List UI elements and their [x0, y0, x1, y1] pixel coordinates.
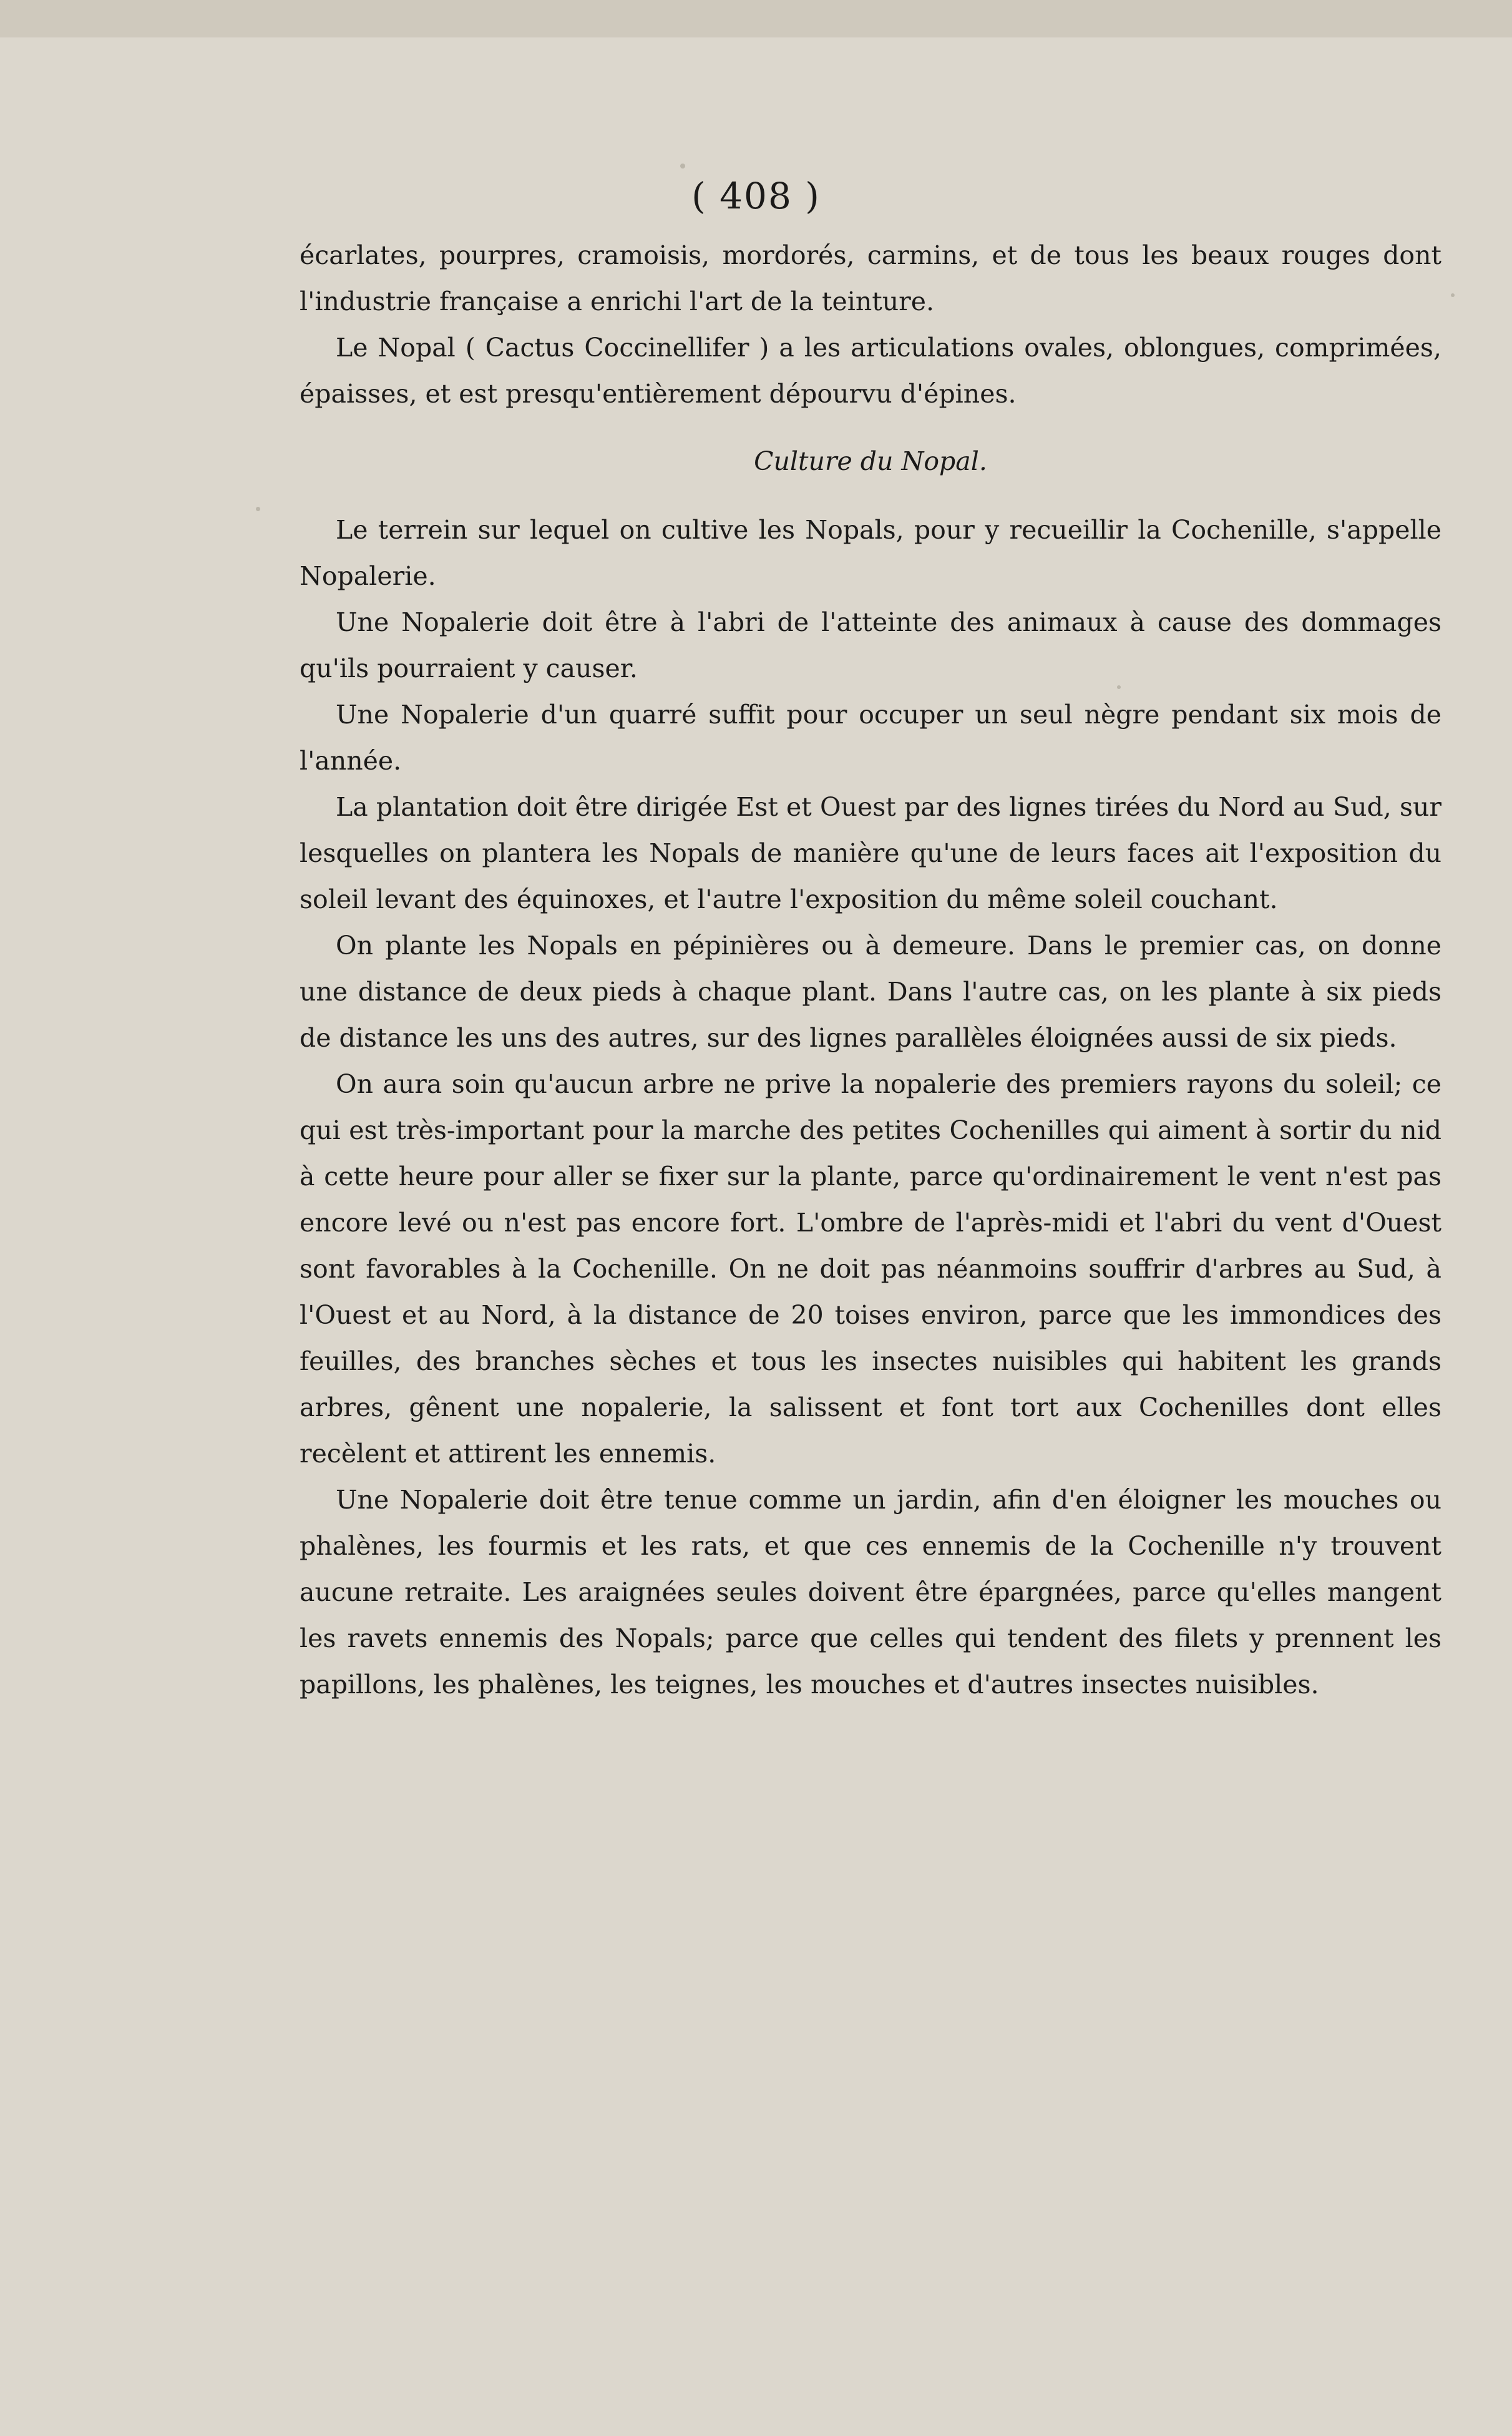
- page-edge-shade: [0, 0, 1512, 37]
- paragraph: Le Nopal ( Cactus Coccinellifer ) a les articulations ovales, oblongues, comprimées, épaisses, et est presqu'entièrement dépourvu d'épines.: [300, 333, 1441, 409]
- paragraph: Le terrein sur lequel on cultive les Nopals, pour y recueillir la Cochenille, s'appelle Nopalerie.: [300, 515, 1441, 591]
- paragraph: Une Nopalerie d'un quarré suffit pour occuper un seul nègre pendant six mois de l'année.: [300, 700, 1441, 776]
- paper-spot: [1451, 293, 1455, 297]
- page-number: ( 408 ): [691, 175, 821, 217]
- paragraph: La plantation doit être dirigée Est et Ouest par des lignes tirées du Nord au Sud, sur lesquelles on plantera les Nopals de manière qu'une de leurs faces ait l'exposition du soleil levant des équinoxes, et l'autre l'exposition du même soleil couchant.: [300, 792, 1441, 914]
- paragraph: Une Nopalerie doit être à l'abri de l'atteinte des animaux à cause des dommages qu'ils pourraient y causer.: [300, 607, 1441, 683]
- section-heading: Culture du Nopal.: [754, 446, 987, 476]
- paper-spot: [256, 507, 260, 511]
- paragraph: On aura soin qu'aucun arbre ne prive la nopalerie des premiers rayons du soleil; ce qui est très-important pour la marche des petites Cochenilles qui aiment à sortir du nid à cette heure pour aller se fixer sur la plante, parce qu'ordinairement le vent n'est pas encore levé ou n'est pas encore fort. L'ombre de l'après-midi et l'abri du vent d'Ouest sont favorables à la Cochenille. On ne doit pas néanmoins souffrir d'arbres au Sud, à l'Ouest et au Nord, à la distance de 20 toises environ, parce que les immondices des feuilles, des branches sèches et tous les insectes nuisibles qui habitent les grands arbres, gênent une nopalerie, la salissent et font tort aux Cochenilles dont elles recèlent et attirent les ennemis.: [300, 1069, 1441, 1469]
- paragraph: On plante les Nopals en pépinières ou à demeure. Dans le premier cas, on donne une distance de deux pieds à chaque plant. Dans l'autre cas, on les plante à six pieds de distance les uns des autres, sur des lignes parallèles éloignées aussi de six pieds.: [300, 931, 1441, 1053]
- paragraph: Une Nopalerie doit être tenue comme un jardin, afin d'en éloigner les mouches ou phalènes, les fourmis et les rats, et que ces ennemis de la Cochenille n'y trouvent aucune retraite. Les araignées seules doivent être épargnées, parce qu'elles mangent les ravets ennemis des Nopals; parce que celles qui tendent des filets y prennent les papillons, les phalènes, les teignes, les mouches et d'autres insectes nuisibles.: [300, 1485, 1441, 1700]
- body-text: [300, 232, 1441, 1708]
- paragraph: écarlates, pourpres, cramoisis, mordorés, carmins, et de tous les beaux rouges dont l'industrie française a enrichi l'art de la teinture.: [300, 240, 1441, 316]
- paper-spot: [680, 164, 685, 169]
